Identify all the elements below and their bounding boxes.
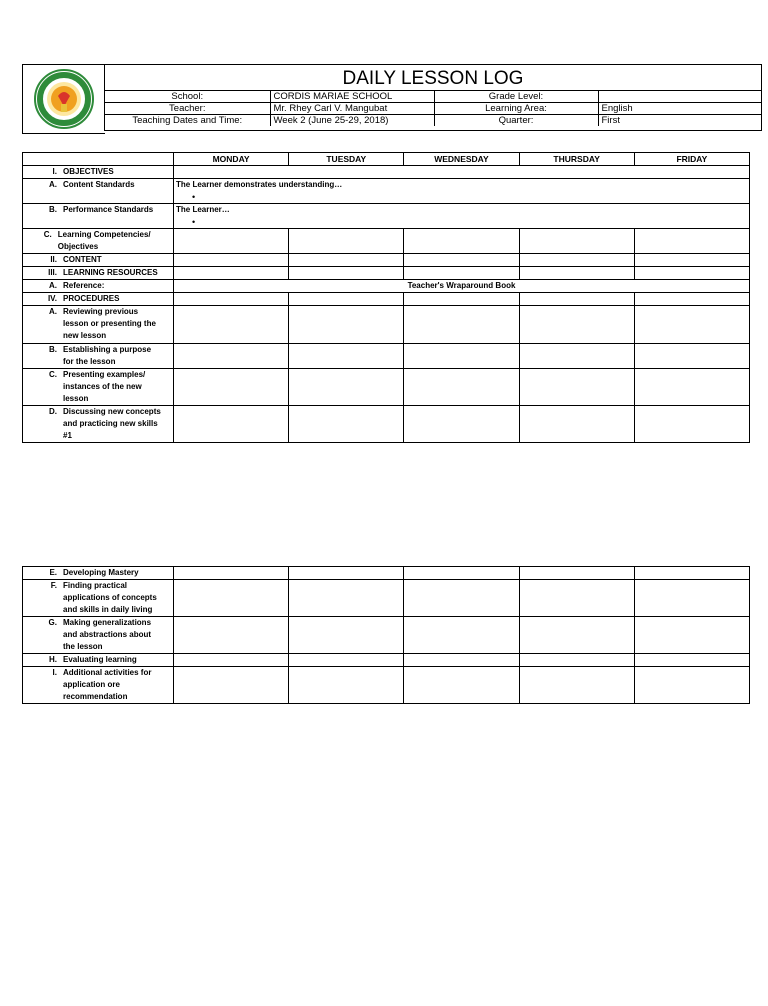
header-box	[104, 64, 762, 131]
row-label: Developing Mastery	[63, 568, 139, 577]
row-procedure-c	[23, 369, 174, 406]
row-number: A.	[49, 180, 57, 189]
row-procedure-i	[23, 667, 174, 704]
cell[interactable]	[289, 344, 404, 369]
day-header-wednesday: WEDNESDAY	[404, 153, 519, 166]
row-content-standards	[23, 179, 174, 204]
row-number: D.	[49, 407, 57, 416]
day-header-tuesday: TUESDAY	[289, 153, 404, 166]
teacher-label: Teacher:	[105, 103, 270, 115]
cell[interactable]	[174, 617, 289, 654]
content-standards-cell[interactable]	[174, 179, 750, 204]
row-label: Discussing new concepts and practicing new skills #1	[63, 407, 161, 440]
school-value: CORDIS MARIAE SCHOOL	[270, 91, 434, 103]
quarter-label: Quarter:	[434, 115, 598, 127]
cell[interactable]	[519, 344, 634, 369]
cell[interactable]	[519, 667, 634, 704]
row-content	[23, 254, 174, 267]
row-number: I.	[52, 668, 57, 677]
cell[interactable]	[519, 369, 634, 406]
row-procedure-f	[23, 580, 174, 617]
cell[interactable]	[519, 293, 634, 306]
cell[interactable]	[634, 254, 749, 267]
cell[interactable]	[519, 406, 634, 443]
cell[interactable]	[174, 406, 289, 443]
row-label: Additional activities for application ore recommendation	[63, 668, 152, 701]
row-procedure-h	[23, 654, 174, 667]
lesson-log-table-1	[22, 152, 750, 443]
content-standards-text: The Learner demonstrates understanding…	[176, 180, 343, 189]
learning-area-label: Learning Area:	[434, 103, 598, 115]
cell[interactable]	[289, 254, 404, 267]
cell[interactable]	[634, 567, 749, 580]
day-header-thursday: THURSDAY	[519, 153, 634, 166]
row-label: Content Standards	[63, 180, 135, 189]
row-performance-standards	[23, 204, 174, 229]
cell[interactable]	[174, 254, 289, 267]
day-header-friday: FRIDAY	[634, 153, 749, 166]
row-label: PROCEDURES	[63, 294, 120, 303]
cell[interactable]	[634, 667, 749, 704]
cell[interactable]	[289, 667, 404, 704]
cell[interactable]	[174, 306, 289, 344]
row-label: OBJECTIVES	[63, 167, 114, 176]
cell[interactable]	[289, 306, 404, 344]
cell[interactable]	[174, 667, 289, 704]
row-procedure-g	[23, 617, 174, 654]
reference-value[interactable]: Teacher's Wraparound Book	[174, 280, 750, 293]
row-number: H.	[49, 655, 57, 664]
row-label: Reference:	[63, 281, 105, 290]
bullet-point: •	[192, 217, 196, 227]
row-procedure-b	[23, 344, 174, 369]
performance-standards-cell[interactable]	[174, 204, 750, 229]
cell[interactable]	[634, 229, 749, 254]
grade-level-label: Grade Level:	[434, 91, 598, 103]
row-procedures	[23, 293, 174, 306]
row-number: G.	[48, 618, 57, 627]
cell[interactable]	[519, 617, 634, 654]
row-number: B.	[49, 205, 57, 214]
cell[interactable]	[289, 654, 404, 667]
row-number: A.	[49, 281, 57, 290]
cell[interactable]	[519, 229, 634, 254]
row-number: III.	[48, 268, 57, 277]
cell[interactable]	[289, 406, 404, 443]
cell[interactable]	[634, 654, 749, 667]
header-info-table	[105, 91, 761, 126]
row-procedure-d	[23, 406, 174, 443]
bullet-point: •	[192, 192, 196, 202]
cell[interactable]	[404, 580, 519, 617]
row-number: IV.	[47, 294, 57, 303]
grade-level-value	[598, 91, 761, 103]
cell[interactable]	[404, 617, 519, 654]
cell[interactable]	[404, 667, 519, 704]
cell[interactable]	[404, 267, 519, 280]
row-procedure-a	[23, 306, 174, 344]
teaching-dates-value: Week 2 (June 25-29, 2018)	[270, 115, 434, 127]
cell[interactable]	[404, 567, 519, 580]
row-label: Reviewing previous lesson or presenting the new lesson	[63, 307, 156, 340]
cell[interactable]	[634, 293, 749, 306]
quarter-value: First	[598, 115, 761, 127]
row-label: Learning Competencies/ Objectives	[57, 230, 151, 251]
cell[interactable]	[289, 229, 404, 254]
teaching-dates-label: Teaching Dates and Time:	[105, 115, 270, 127]
cell[interactable]	[404, 406, 519, 443]
row-label: Making generalizations and abstractions about the lesson	[63, 618, 152, 651]
cell[interactable]	[519, 306, 634, 344]
cell[interactable]	[634, 406, 749, 443]
lesson-log-table-2	[22, 566, 750, 704]
row-label: LEARNING RESOURCES	[63, 268, 158, 277]
cell[interactable]	[174, 580, 289, 617]
cell[interactable]	[289, 267, 404, 280]
page-title: DAILY LESSON LOG	[105, 65, 761, 91]
row-label: CONTENT	[63, 255, 102, 264]
row-number: I.	[52, 167, 57, 176]
row-competencies	[23, 229, 174, 254]
corner-cell	[23, 153, 174, 166]
cell[interactable]	[404, 229, 519, 254]
row-learning-resources	[23, 267, 174, 280]
row-number: A.	[49, 307, 57, 316]
row-label: Establishing a purpose for the lesson	[63, 345, 152, 366]
row-reference	[23, 280, 174, 293]
cell[interactable]	[174, 267, 289, 280]
row-number: F.	[50, 581, 57, 590]
row-number: C.	[49, 370, 57, 379]
cell[interactable]	[404, 254, 519, 267]
performance-standards-text: The Learner…	[176, 205, 230, 214]
row-number: II.	[50, 255, 57, 264]
cell[interactable]	[519, 254, 634, 267]
cell[interactable]	[289, 617, 404, 654]
cell[interactable]	[634, 344, 749, 369]
row-procedure-e	[23, 567, 174, 580]
day-header-monday: MONDAY	[174, 153, 289, 166]
row-label: Finding practical applications of concepts and skills in daily living	[63, 581, 157, 614]
cell[interactable]	[519, 267, 634, 280]
row-number: B.	[49, 345, 57, 354]
school-logo	[28, 68, 100, 130]
cell[interactable]	[519, 654, 634, 667]
cell[interactable]	[289, 567, 404, 580]
teacher-value: Mr. Rhey Carl V. Mangubat	[270, 103, 434, 115]
cell[interactable]	[404, 344, 519, 369]
cell[interactable]	[174, 369, 289, 406]
cell[interactable]	[634, 369, 749, 406]
cell[interactable]	[519, 567, 634, 580]
cell[interactable]	[404, 293, 519, 306]
objectives-span	[174, 166, 750, 179]
cell[interactable]	[174, 229, 289, 254]
cell[interactable]	[174, 567, 289, 580]
school-label: School:	[105, 91, 270, 103]
cell[interactable]	[634, 580, 749, 617]
cell[interactable]	[634, 306, 749, 344]
cell[interactable]	[174, 344, 289, 369]
cell[interactable]	[289, 369, 404, 406]
cell[interactable]	[404, 306, 519, 344]
cell[interactable]	[404, 369, 519, 406]
row-number: C.	[43, 230, 52, 239]
row-label: Presenting examples/ instances of the new lesson	[63, 370, 146, 403]
cell[interactable]	[404, 654, 519, 667]
cell[interactable]	[174, 654, 289, 667]
row-label: Evaluating learning	[63, 655, 137, 664]
cell[interactable]	[174, 293, 289, 306]
row-number: E.	[49, 568, 57, 577]
cell[interactable]	[289, 580, 404, 617]
cell[interactable]	[634, 617, 749, 654]
row-label: Performance Standards	[63, 205, 154, 214]
cell[interactable]	[289, 293, 404, 306]
cell[interactable]	[634, 267, 749, 280]
cell[interactable]	[519, 580, 634, 617]
learning-area-value: English	[598, 103, 761, 115]
row-objectives	[23, 166, 174, 179]
